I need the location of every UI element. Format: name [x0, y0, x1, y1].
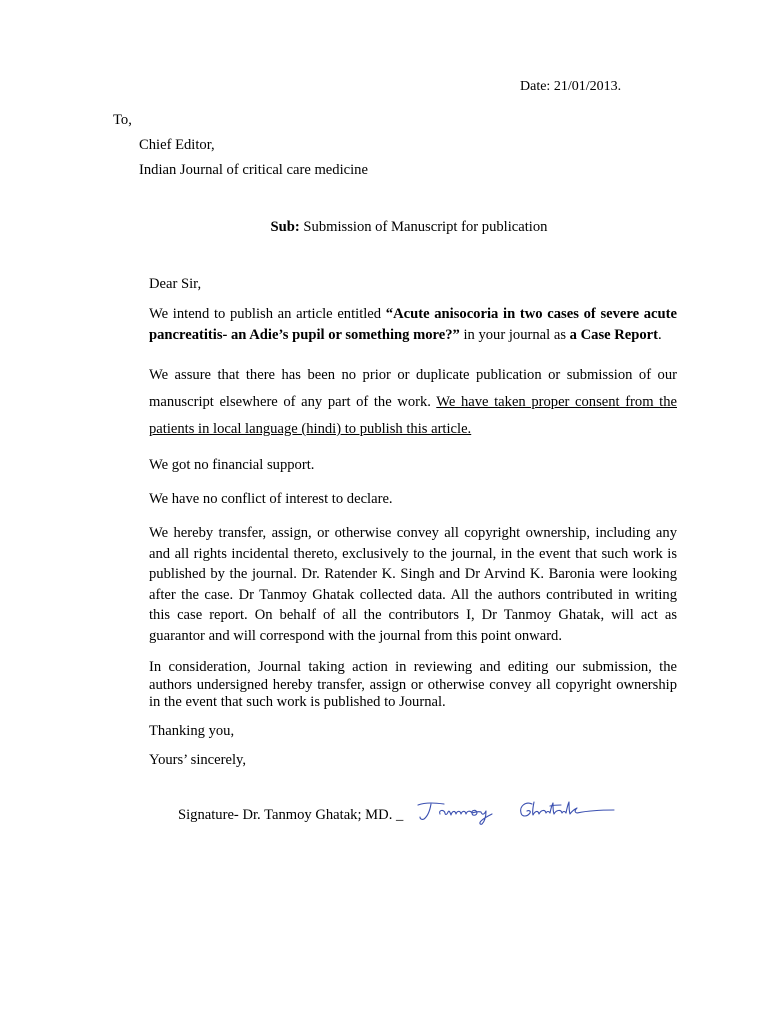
recipient-title: Chief Editor,: [139, 137, 215, 153]
funding-statement: We got no financial support.: [149, 457, 315, 473]
article-title: “Acute anisocoria in two cases of severe acute pancreatitis- an Adie’s pupil or something more?”: [149, 306, 677, 343]
letter-date: Date: 21/01/2013.: [520, 79, 622, 94]
consideration-paragraph: In consideration, Journal taking action in reviewing and editing our submission, the authors undersigned hereby transfer, assign or otherwise convey all copyright ownership in the event that such work is published to Journal.: [149, 659, 677, 710]
copyright-paragraph: We hereby transfer, assign, or otherwise convey all copyright ownership, including any and all rights incidental thereto, exclusively to the journal, in the event that such work is published by the journal. Dr. Ratender K. Singh and Dr Arvind K. Baronia were looking after the case. Dr Tanmoy Ghatak collected data. All the authors contributed in writing this case report. On behalf of all the contributors I, Dr Tanmoy Ghatak, will act as guarantor and will correspond with the journal from this point onward.: [149, 525, 677, 644]
salutation: Dear Sir,: [149, 276, 202, 292]
article-type: a Case Report: [569, 326, 659, 343]
handwritten-signature: [414, 796, 619, 826]
recipient-journal: Indian Journal of critical care medicine: [139, 162, 368, 178]
consent-statement: We have taken proper consent from the patients in local language (hindi) to publish this article.: [149, 394, 677, 437]
subject-label: Sub:: [270, 219, 300, 235]
subject-text: Submission of Manuscript for publication: [299, 219, 548, 235]
addressee-to: To,: [113, 112, 132, 128]
closing-line: Yours’ sincerely,: [149, 752, 247, 768]
intent-paragraph: We intend to publish an article entitled “Acute anisocoria in two cases of severe acute pancreatitis- an Adie’s pupil or something more?” in your journal as a Case Report.: [149, 306, 677, 343]
thanks-line: Thanking you,: [149, 723, 235, 739]
subject-line: [0, 219, 768, 236]
signature-label: Signature- Dr. Tanmoy Ghatak; MD. _: [178, 807, 404, 823]
signature-strokes: [418, 802, 614, 824]
conflict-statement: We have no conflict of interest to declare.: [149, 491, 393, 507]
assurance-paragraph: We assure that there has been no prior or duplicate publication or submission of our manuscript elsewhere of any part of the work. We have taken proper consent from the patients in local language (hindi) to publish this article.: [149, 367, 677, 437]
